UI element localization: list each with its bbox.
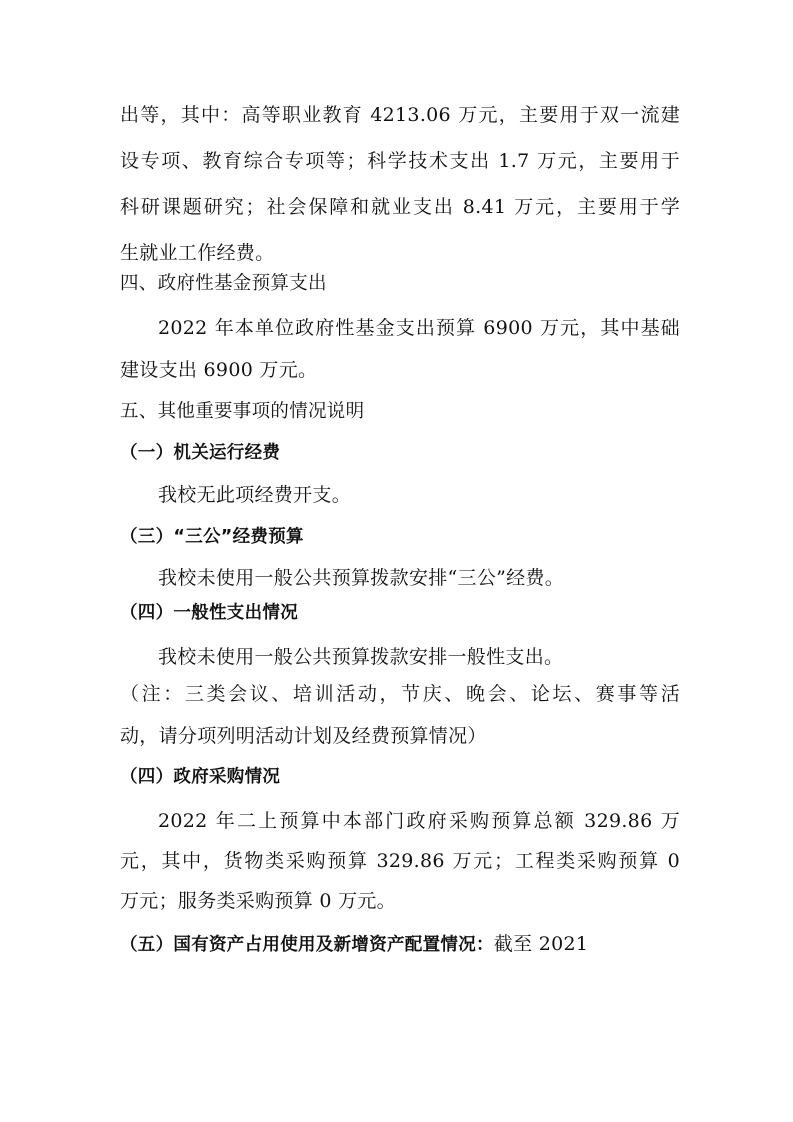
- subheading-1: （一）机关运行经费: [120, 443, 281, 463]
- note-line: （注：三类会议、培训活动，节庆、晚会、论坛、赛事等活: [120, 683, 680, 705]
- paragraph-line: 我校无此项经费开支。: [158, 484, 352, 506]
- subheading-3: （三）“三公”经费预算: [120, 527, 304, 547]
- paragraph-line: 科研课题研究；社会保障和就业支出 8.41 万元，主要用于学: [120, 196, 680, 218]
- note-line: 动，请分项列明活动计划及经费预算情况）: [120, 725, 487, 747]
- paragraph-line: 万元；服务类采购预算 0 万元。: [120, 890, 396, 912]
- paragraph-line: 我校未使用一般公共预算拨款安排一般性支出。: [158, 646, 564, 668]
- section-heading-5: 五、其他重要事项的情况说明: [120, 401, 365, 422]
- subheading-5-text: 截至 2021: [493, 933, 589, 955]
- paragraph-line: 2022 年二上预算中本部门政府采购预算总额 329.86 万: [158, 810, 680, 832]
- paragraph-line: 生就业工作经费。: [120, 242, 275, 264]
- subheading-procurement: （四）政府采购情况: [120, 767, 281, 787]
- paragraph-line: 2022 年本单位政府性基金支出预算 6900 万元，其中基础: [158, 317, 680, 339]
- paragraph-line: 元，其中，货物类采购预算 329.86 万元；工程类采购预算 0: [120, 850, 680, 872]
- paragraph-line: 我校未使用一般公共预算拨款安排“三公”经费。: [158, 567, 565, 589]
- paragraph-line: 出等，其中：高等职业教育 4213.06 万元，主要用于双一流建: [120, 104, 680, 126]
- subheading-5: [120, 932, 680, 957]
- subheading-4: （四）一般性支出情况: [120, 603, 298, 623]
- paragraph-line: 设专项、教育综合专项等；科学技术支出 1.7 万元，主要用于: [120, 150, 680, 172]
- paragraph-line: 建设支出 6900 万元。: [120, 359, 318, 381]
- subheading-5-title: （五）国有资产占用使用及新增资产配置情况：: [120, 935, 494, 955]
- section-heading-4: 四、政府性基金预算支出: [120, 273, 327, 294]
